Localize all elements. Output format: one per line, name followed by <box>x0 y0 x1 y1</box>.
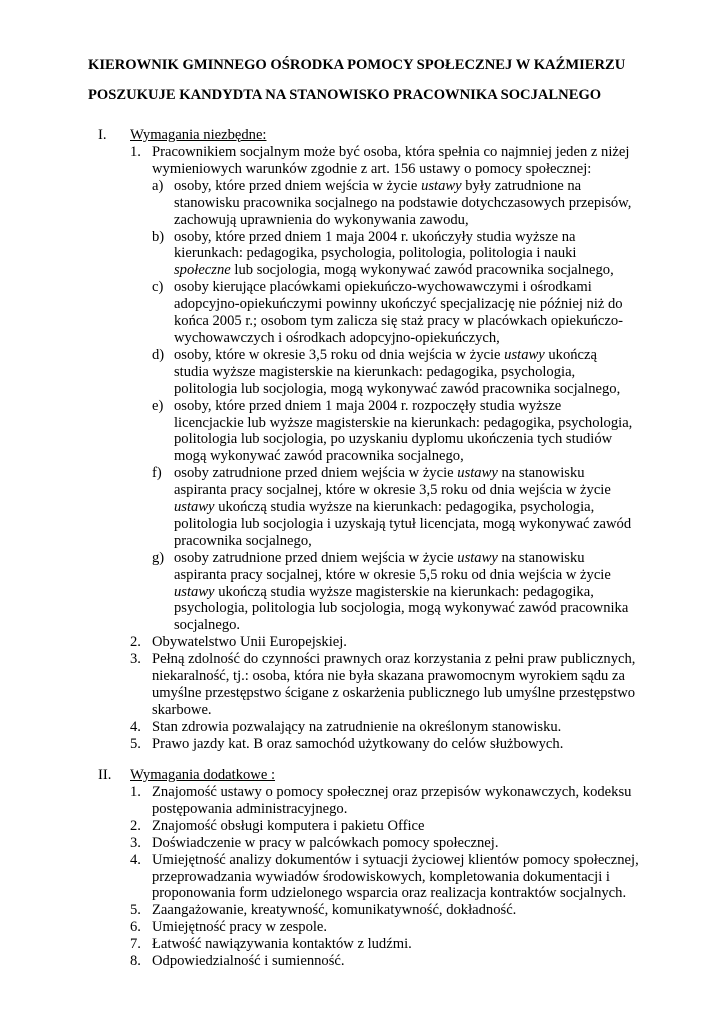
sub-item-text: na stanowisku aspiranta pracy socjalnej, które w okresie 3,5 roku od dnia wejścia w życie <box>174 465 611 499</box>
section-numeral: I. <box>98 127 107 143</box>
item-number: 5. <box>130 735 141 752</box>
list-item <box>0 144 647 634</box>
item-number: 5. <box>130 902 141 919</box>
sub-item-text: na stanowisku aspiranta pracy socjalnej, które w okresie 5,5 roku od dnia wejścia w życie <box>174 549 611 583</box>
sub-item-italic: ustawy <box>504 346 545 363</box>
sub-list-item <box>152 229 634 280</box>
sub-list-item <box>152 279 634 347</box>
list-item <box>0 784 647 818</box>
sub-item-text: ukończą studia wyższe magisterskie na kierunkach: pedagogika, psychologia, politologia lub socjologia, mogą wykonywać zawód pracownika socjalnego. <box>174 583 629 634</box>
item-text: Umiejętność analizy dokumentów i sytuacji życiowej klientów pomocy społecznej, przeprowadzania wywiadów środowiskowych, kompletowania dokumentacji i proponowania form udzielonego wsparcia oraz realizacja kontraktów socjalnych. <box>152 851 639 902</box>
sub-list-item <box>152 178 634 229</box>
section-heading: Wymagania niezbędne: <box>130 127 267 143</box>
item-number: 1. <box>130 144 141 160</box>
sub-item-italic: ustawy <box>174 499 215 516</box>
item-text: Umiejętność pracy w zespole. <box>152 919 328 936</box>
document-title-line-1: KIEROWNIK GMINNEGO OŚRODKA POMOCY SPOŁECZNEJ W KAŹMIERZU <box>88 57 626 73</box>
sub-item-text: osoby kierujące placówkami opiekuńczo-wychowawczymi i ośrodkami adopcyjno-opiekuńczymi powinny ukończyć specjalizację nie później niż do końca 2005 r.; osobom tym zalicza się staż pracy w placówkach opiekuńczo-wychowawczych i ośrodkach adopcyjno-opiekuńczych, <box>174 279 624 346</box>
item-number: 3. <box>130 834 141 851</box>
sub-item-italic: ustawy <box>457 549 498 566</box>
sub-list-item <box>152 347 634 398</box>
sub-item-text: osoby, które przed dniem 1 maja 2004 r. ukończyły studia wyższe na kierunkach: pedagogika, psychologia, politologia, politologia i nauki <box>174 228 577 262</box>
section-header <box>0 127 725 144</box>
item-text: Odpowiedzialność i sumienność. <box>152 953 345 970</box>
item-number: 8. <box>130 953 141 970</box>
item-number: 3. <box>130 651 141 668</box>
sub-list-item <box>152 465 634 550</box>
section-heading: Wymagania dodatkowe : <box>130 767 276 783</box>
list-item <box>0 953 647 970</box>
sub-item-text: ukończą studia wyższe magisterskie na kierunkach: pedagogika, psychologia, politologia lub socjologia, mogą wykonywać zawód pracownika socjalnego, <box>174 346 621 397</box>
item-text: Znajomość obsługi komputera i pakietu Office <box>152 817 425 834</box>
section-required <box>0 127 725 753</box>
item-number: 2. <box>130 817 141 834</box>
sub-item-text: osoby, które przed dniem wejścia w życie <box>174 177 422 194</box>
sub-item-text: osoby, które przed dniem 1 maja 2004 r. rozpoczęły studia wyższe licencjackie lub wyższe magisterskie na kierunkach: pedagogika, psychologia, politologia lub socjologia, po uzyskaniu dyplomu ukończenia tych studiów mogą wykonywać zawód pracownika socjalnego, <box>174 397 633 465</box>
sub-item-italic: społeczne <box>174 262 231 279</box>
sub-item-italic: ustawy <box>457 465 498 482</box>
sub-list-item <box>152 550 634 635</box>
section-header <box>0 767 725 784</box>
list-item <box>0 736 647 753</box>
sub-list <box>152 178 647 634</box>
sub-list-item <box>152 398 634 466</box>
list-item <box>0 634 647 651</box>
item-text: Pracownikiem socjalnym może być osoba, która spełnia co najmniej jeden z niżej wymieniowych warunków zgodnie z art. 156 ustawy o pomocy społecznej: <box>152 144 630 177</box>
sub-item-letter: b) <box>152 228 165 245</box>
sub-item-italic: ustawy <box>421 177 462 194</box>
sub-item-letter: d) <box>152 346 165 363</box>
item-number: 4. <box>130 718 141 735</box>
list-item <box>0 902 647 919</box>
sub-item-text: były zatrudnione na stanowisku pracownika socjalnego na podstawie dotychczasowych przepisów, zachowują uprawnienia do wykonywania zawodu, <box>174 177 632 228</box>
sub-item-text: lub socjologia, mogą wykonywać zawód pracownika socjalnego, <box>230 262 614 279</box>
sub-item-letter: e) <box>152 397 164 414</box>
item-number: 4. <box>130 851 141 868</box>
sub-item-letter: g) <box>152 549 165 566</box>
document-title-line-2: POSZUKUJE KANDYDTA NA STANOWISKO PRACOWNIKA SOCJALNEGO <box>88 87 602 103</box>
item-text: Stan zdrowia pozwalający na zatrudnienie na określonym stanowisku. <box>152 718 562 735</box>
item-text: Prawo jazdy kat. B oraz samochód użytkowany do celów służbowych. <box>152 735 564 752</box>
sub-item-text: ukończą studia wyższe na kierunkach: pedagogika, psychologia, politologia lub socjologia i uzyskają tytuł licencjata, mogą wykonywać zawód pracownika socjalnego, <box>174 499 632 549</box>
section-numeral: II. <box>98 767 112 783</box>
sub-item-text: osoby zatrudnione przed dniem wejścia w życie <box>174 465 458 482</box>
sub-item-letter: a) <box>152 177 164 194</box>
list-item <box>0 919 647 936</box>
sub-item-letter: c) <box>152 279 164 296</box>
list-item <box>0 852 647 903</box>
item-number: 7. <box>130 936 141 953</box>
sub-item-italic: ustawy <box>174 583 215 600</box>
item-text: Znajomość ustawy o pomocy społecznej oraz przepisów wykonawczych, kodeksu postępowania administracyjnego. <box>152 784 632 817</box>
list-item <box>0 835 647 852</box>
item-text: Doświadczenie w pracy w palcówkach pomocy społecznej. <box>152 834 499 851</box>
item-text: Obywatelstwo Unii Europejskiej. <box>152 634 347 651</box>
sub-item-letter: f) <box>152 465 162 482</box>
list-item <box>0 719 647 736</box>
item-text: Pełną zdolność do czynności prawnych oraz korzystania z pełni praw publicznych, niekaralność, tj.: osoba, która nie była skazana prawomocnym wyrokiem sądu za umyślne przestępstwo ścigane z oskarżenia publicznego lub umyślne przestępstwo skarbowe. <box>152 651 636 718</box>
section-additional <box>0 767 725 970</box>
list-item <box>0 651 647 719</box>
list-item <box>0 936 647 953</box>
list-item <box>0 818 647 835</box>
sub-item-text: osoby zatrudnione przed dniem wejścia w życie <box>174 549 458 566</box>
item-number: 2. <box>130 634 141 651</box>
item-number: 1. <box>130 784 141 800</box>
item-number: 6. <box>130 919 141 936</box>
sub-item-text: osoby, które w okresie 3,5 roku od dnia wejścia w życie <box>174 346 505 363</box>
item-text: Łatwość nawiązywania kontaktów z ludźmi. <box>152 936 412 953</box>
item-text: Zaangażowanie, kreatywność, komunikatywność, dokładność. <box>152 902 517 919</box>
